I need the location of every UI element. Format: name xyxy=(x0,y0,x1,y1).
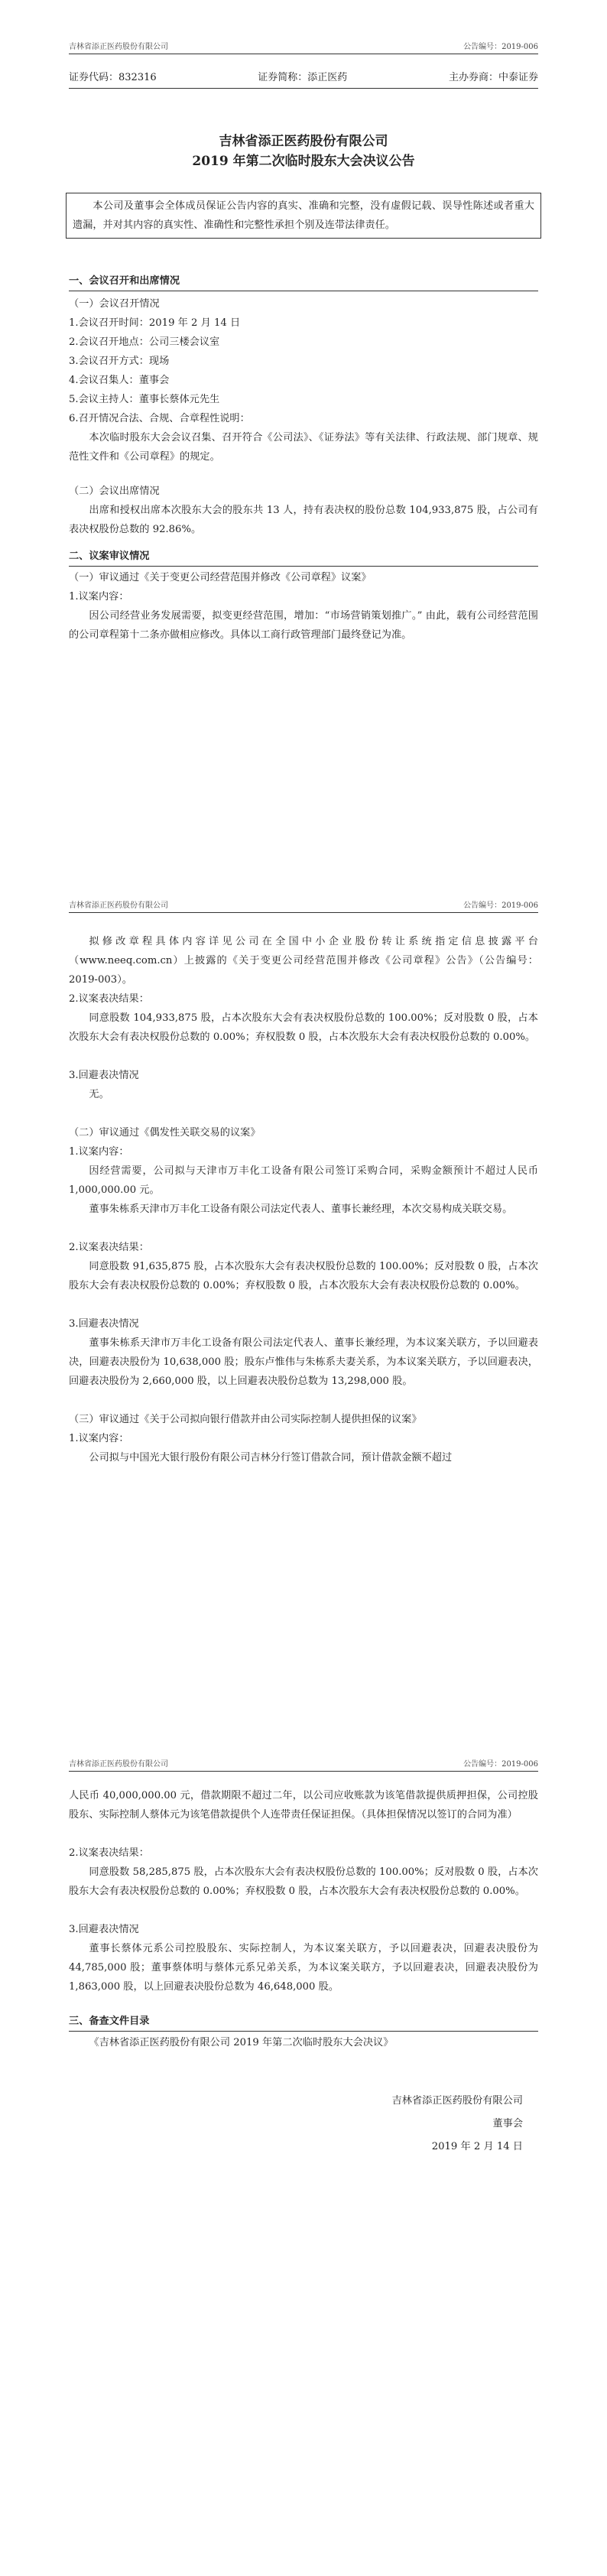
motion3-avoid: 董事长蔡体元系公司控股股东、实际控制人，为本议案关联方，予以回避表决，回避表决股份为 44,785,000 股；董事蔡体明与蔡体元系兄弟关系，为本议案关联方，予以回避表决，回避表决股份为 1,863,000 股，以上回避表决股份总数为 46,648,000 股。 xyxy=(69,1943,538,1993)
motion2-content-label: 1.议案内容： xyxy=(69,1146,129,1158)
item-place: 2.会议召开地点：公司三楼会议室 xyxy=(69,336,220,348)
motion1-avoid: 无。 xyxy=(89,1089,109,1100)
signature-date: 2019 年 2 月 14 日 xyxy=(431,2141,523,2152)
doc-title-line1: 吉林省添正医药股份有限公司 xyxy=(219,134,388,149)
motion2-content-b: 董事朱栋系天津市万丰化工设备有限公司法定代表人、董事长兼经理，本次交易构成关联交易。 xyxy=(89,1204,513,1215)
page-2 xyxy=(0,859,607,1717)
stock-codes-bar xyxy=(69,66,538,89)
motion2-vote-label: 2.议案表决结果： xyxy=(69,1242,149,1253)
motion3-content-b: 人民币 40,000,000.00 元，借款期限不超过二年，以公司应收账款为该笔借款提供质押担保，公司控股股东、实际控制人蔡体元为该笔借款提供个人连带责任保证担保。（具体担保情况以签订的合同为准） xyxy=(69,1790,538,1821)
disclaimer-box: 本公司及董事会全体成员保证公告内容的真实、准确和完整，没有虚假记载、误导性陈述或者重大遗漏，并对其内容的真实性、准确性和完整性承担个别及连带法律责任。 xyxy=(66,193,541,239)
motion2-content-a: 因经营需要，公司拟与天津市万丰化工设备有限公司签订采购合同，采购金额预计不超过人民币 1,000,000.00 元。 xyxy=(69,1165,538,1196)
doc-title-line2: 2019 年第二次临时股东大会决议公告 xyxy=(192,154,415,169)
section3-heading: 三、备查文件目录 xyxy=(69,2012,538,2032)
header-company: 吉林省添正医药股份有限公司 xyxy=(69,43,168,51)
header-notice-no: 公告编号：2019-006 xyxy=(463,901,538,910)
motion1-content-a: 因公司经营业务发展需要，拟变更经营范围，增加：“市场营销策划推广。” 由此，载有公司经营范围的公司章程第十二条亦做相应修改。具体以工商行政管理部门最终登记为准。 xyxy=(69,610,538,641)
section1-sub2: （二）会议出席情况 xyxy=(69,486,160,497)
header-company: 吉林省添正医药股份有限公司 xyxy=(69,1760,168,1769)
page-header xyxy=(69,898,538,913)
page-1 xyxy=(0,0,607,859)
attendance-text: 出席和授权出席本次股东大会的股东共 13 人，持有表决权的股份总数 104,933,875 股，占公司有表决权股份总数的 92.86%。 xyxy=(69,505,538,535)
motion1-content-label: 1.议案内容： xyxy=(69,591,129,603)
motion3-avoid-label: 3.回避表决情况 xyxy=(69,1924,139,1935)
motion3-vote: 同意股数 58,285,875 股，占本次股东大会有表决权股份总数的 100.00%；反对股数 0 股，占本次股东大会有表决权股份总数的 0.00%；弃权股数 0 股，占本次股东大会有表决权股份总数的 0.00%。 xyxy=(69,1866,538,1897)
motion3-content-label: 1.议案内容： xyxy=(69,1433,129,1444)
stock-code: 证券代码：832316 xyxy=(69,72,157,83)
motion1-vote: 同意股数 104,933,875 股，占本次股东大会有表决权股份总数的 100.00%；反对股数 0 股，占本次股东大会有表决权股份总数的 0.00%；弃权股数 0 股，占本次股东大会有表决权股份总数的 0.00%。 xyxy=(69,1012,538,1043)
motion2-avoid-label: 3.回避表决情况 xyxy=(69,1318,139,1330)
motion1-title: （一）审议通过《关于变更公司经营范围并修改《公司章程》议案》 xyxy=(69,572,372,583)
signature-board: 董事会 xyxy=(492,2118,523,2129)
motion3-vote-label: 2.议案表决结果： xyxy=(69,1847,149,1859)
motion1-content-b: 拟修改章程具体内容详见公司在全国中小企业股份转让系统指定信息披露平台（www.neeq.com.cn）上披露的《关于变更公司经营范围并修改《公司章程》公告》（公告编号：2019-003）。 xyxy=(69,936,538,986)
reference-document: 《吉林省添正医药股份有限公司 2019 年第二次临时股东大会决议》 xyxy=(89,2037,394,2048)
motion2-title: （二）审议通过《偶发性关联交易的议案》 xyxy=(69,1127,261,1139)
section2-heading: 二、议案审议情况 xyxy=(69,547,538,567)
page-header xyxy=(69,1757,538,1772)
item-time: 1.会议召开时间：2019 年 2 月 14 日 xyxy=(69,317,241,329)
header-notice-no: 公告编号：2019-006 xyxy=(463,1760,538,1769)
header-notice-no: 公告编号：2019-006 xyxy=(463,43,538,51)
broker: 主办券商：中泰证券 xyxy=(448,72,538,83)
stock-name: 证券简称：添正医药 xyxy=(258,72,348,83)
header-company: 吉林省添正医药股份有限公司 xyxy=(69,901,168,910)
motion2-vote: 同意股数 91,635,875 股，占本次股东大会有表决权股份总数的 100.00%；反对股数 0 股，占本次股东大会有表决权股份总数的 0.00%；弃权股数 0 股，占本次股东大会有表决权股份总数的 0.00%。 xyxy=(69,1261,538,1291)
motion3-title: （三）审议通过《关于公司拟向银行借款并由公司实际控制人提供担保的议案》 xyxy=(69,1414,422,1425)
motion2-avoid: 董事朱栋系天津市万丰化工设备有限公司法定代表人、董事长兼经理，为本议案关联方，予以回避表决，回避表决股份为 10,638,000 股；股东卢惟伟与朱栋系夫妻关系，为本议案关联方，予以回避表决，回避表决股份为 2,660,000 股，以上回避表决股份总数为 13,298,000 股。 xyxy=(69,1337,538,1387)
signature-company: 吉林省添正医药股份有限公司 xyxy=(391,2095,523,2107)
item-legal: 6.召开情况合法、合规、合章程性说明： xyxy=(69,413,250,424)
legal-statement: 本次临时股东大会会议召集、召开符合《公司法》、《证券法》等有关法律、行政法规、部门规章、规范性文件和《公司章程》的规定。 xyxy=(69,432,538,463)
item-convener: 4.会议召集人：董事会 xyxy=(69,375,170,386)
motion1-avoid-label: 3.回避表决情况 xyxy=(69,1070,139,1081)
page-header xyxy=(69,40,538,54)
motion1-vote-label: 2.议案表决结果： xyxy=(69,993,149,1005)
item-chair: 5.会议主持人：董事长蔡体元先生 xyxy=(69,394,220,405)
item-mode: 3.会议召开方式：现场 xyxy=(69,356,170,367)
motion3-content-a: 公司拟与中国光大银行股份有限公司吉林分行签订借款合同，预计借款金额不超过 xyxy=(89,1452,453,1463)
section1-sub1: （一）会议召开情况 xyxy=(69,298,160,310)
section1-heading: 一、会议召开和出席情况 xyxy=(69,271,538,291)
page-3 xyxy=(0,1717,607,2576)
